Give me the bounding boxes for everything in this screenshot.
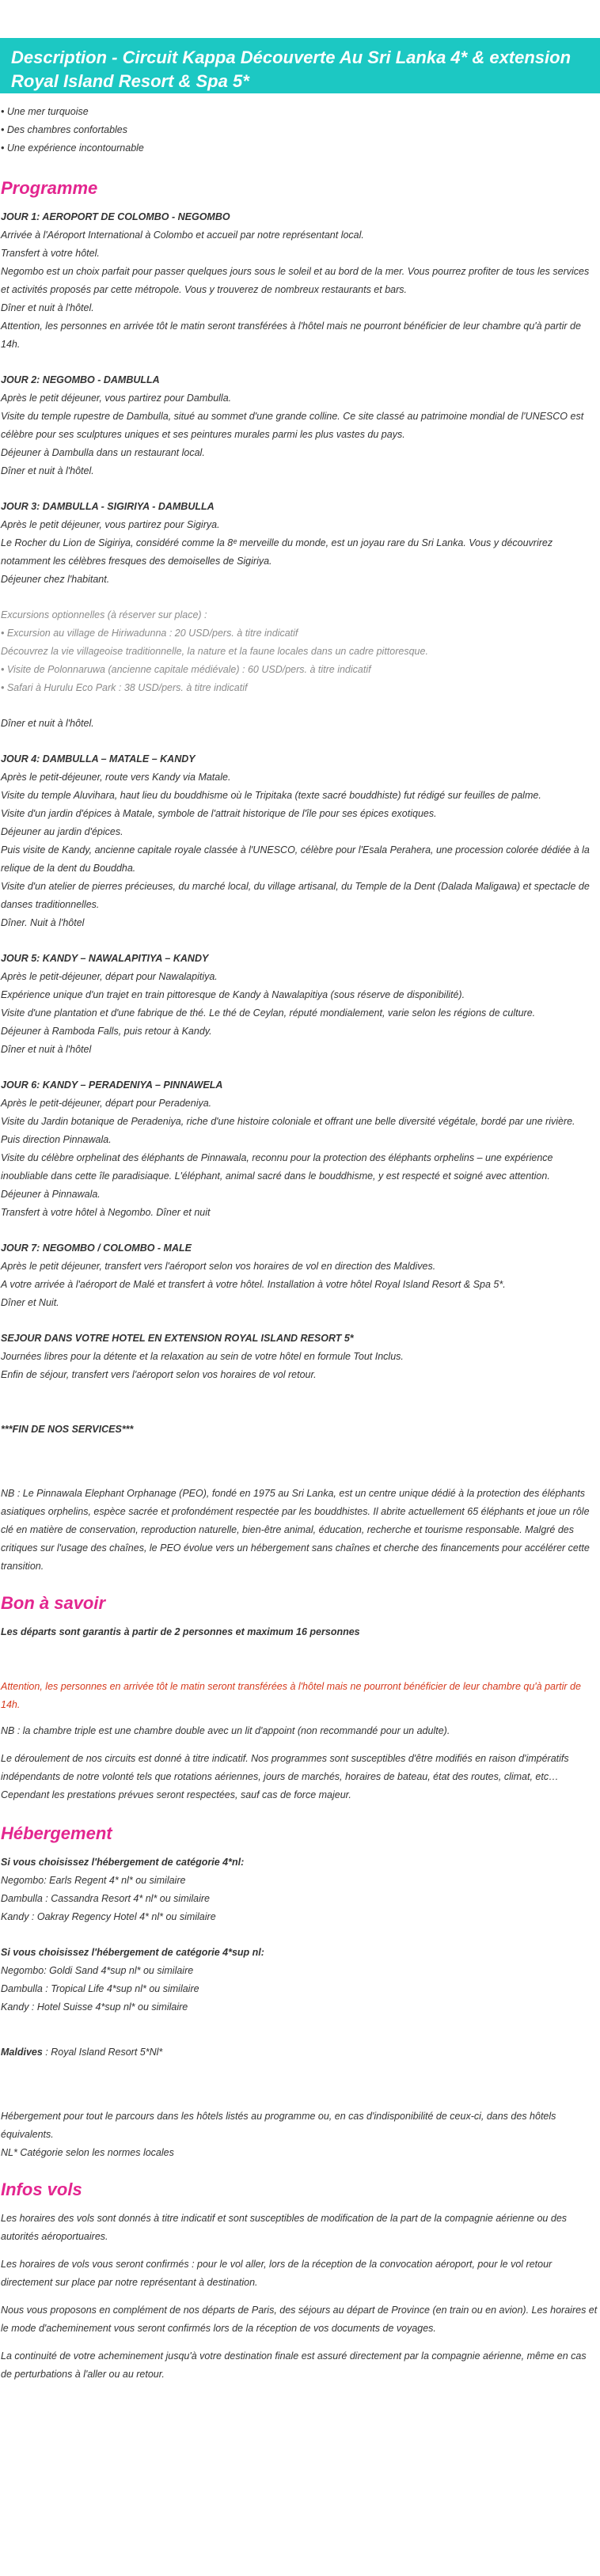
day-line: Après le petit-déjeuner, départ pour Peradeniya.: [1, 1098, 212, 1109]
day-title: JOUR 7: NEGOMBO / COLOMBO - MALE: [1, 1242, 192, 1254]
highlight-item: • Des chambres confortables: [1, 124, 128, 135]
category-note: NL* Catégorie selon les normes locales: [1, 2147, 174, 2158]
day-line: Dîner et Nuit.: [1, 1297, 59, 1308]
day-line: Dîner et nuit à l'hôtel: [1, 1044, 92, 1055]
vols-paragraph: La continuité de votre acheminement jusqu'à votre destination finale est assuré directement par la compagnie aérienne, même en cas de perturbations à l'aller ou au retour.: [1, 2350, 587, 2380]
day-line: Déjeuner à Pinnawala.: [1, 1189, 101, 1200]
triple-room-note: NB : la chambre triple est une chambre double avec un lit d'appoint (non recommandé pour un adulte).: [1, 1725, 450, 1736]
cat4-block: [1, 1853, 598, 1926]
hebergement-heading: Hébergement: [1, 1823, 112, 1843]
day-line: Dîner et nuit à l'hôtel.: [1, 302, 94, 313]
day-line: Transfert à votre hôtel à Negombo. Dîner et nuit: [1, 1207, 211, 1218]
day-line: Negombo est un choix parfait pour passer quelques jours sous le soleil et au bord de la mer. Vous pourrez profiter de tous les services et activités proposés par cette métropole. Vous y trouverez de nombreux restaurants et bars.: [1, 266, 590, 295]
page-banner: Description - Circuit Kappa Découverte Au Sri Lanka 4* & extension Royal Island Resort & Spa 5*: [0, 38, 600, 93]
highlights-list: [1, 103, 598, 157]
hotel-item: Negombo: Goldi Sand 4*sup nl* ou similaire: [1, 1965, 194, 1976]
vols-paragraph: Les horaires des vols sont donnés à titre indicatif et sont susceptibles de modification de la part de la compagnie aérienne ou des autorités aéroportuaires.: [1, 2213, 568, 2242]
day-line: Journées libres pour la détente et la relaxation au sein de votre hôtel en formule Tout Inclus.: [1, 1351, 404, 1362]
day-title: JOUR 5: KANDY – NAWALAPITIYA – KANDY: [1, 953, 209, 964]
end-of-services: ***FIN DE NOS SERVICES***: [1, 1424, 134, 1435]
day-line: Visite du temple Aluvihara, haut lieu du bouddhisme où le Tripitaka (texte sacré bouddhiste) fut rédigé sur feuilles de palme.: [1, 790, 541, 801]
day-line: Dîner. Nuit à l'hôtel: [1, 917, 85, 928]
day-line: Visite d'un jardin d'épices à Matale, symbole de l'attrait historique de l'île pour ses épices exotiques.: [1, 808, 437, 819]
hotel-item: Negombo: Earls Regent 4* nl* ou similaire: [1, 1875, 186, 1886]
optional-title: Excursions optionnelles (à réserver sur place) :: [1, 609, 207, 620]
vols-paragraph: Nous vous proposons en complément de nos départs de Paris, des séjours au départ de Province (en train ou en avion). Les horaires et le mode d'acheminement vous seront confirmés lors de la réception de vos documents de voyages.: [1, 2305, 598, 2334]
day-line: Dîner et nuit à l'hôtel.: [1, 718, 94, 729]
day-line: Transfert à votre hôtel.: [1, 248, 100, 259]
day-title: JOUR 6: KANDY – PERADENIYA – PINNAWELA: [1, 1079, 223, 1091]
day-4: [1, 750, 598, 932]
highlight-item: • Une expérience incontournable: [1, 142, 144, 154]
day-line: Déjeuner au jardin d'épices.: [1, 826, 123, 837]
day-line: Enfin de séjour, transfert vers l'aéroport selon vos horaires de vol retour.: [1, 1369, 317, 1380]
cat4-title: Si vous choisissez l'hébergement de catégorie 4*nl:: [1, 1857, 245, 1868]
hotel-item: Dambulla : Cassandra Resort 4* nl* ou similaire: [1, 1893, 211, 1904]
highlight-item: • Une mer turquoise: [1, 106, 89, 117]
maldives-hotel: [1, 2043, 598, 2062]
day-2: [1, 371, 598, 480]
day-line: Expérience unique d'un trajet en train pittoresque de Kandy à Nawalapitiya (sous réserve de disponibilité).: [1, 989, 465, 1000]
optional-item: Découvrez la vie villageoise traditionnelle, la nature et la faune locales dans un cadre pittoresque.: [1, 646, 428, 657]
day-5: [1, 950, 598, 1059]
day-line: Visite du célèbre orphelinat des éléphants de Pinnawala, reconnu pour la protection des éléphants orphelins – une expérience inoubliable dans cette île paradisiaque. L'éléphant, animal sacré dans le bouddhisme, y est respecté et soigné avec attention.: [1, 1152, 553, 1182]
day-title: JOUR 4: DAMBULLA – MATALE – KANDY: [1, 753, 196, 764]
day-line: Après le petit déjeuner, vous partirez pour Dambulla.: [1, 393, 232, 404]
hotel-item: Kandy : Hotel Suisse 4*sup nl* ou similaire: [1, 2001, 188, 2013]
day-line: Après le petit-déjeuner, route vers Kandy via Matale.: [1, 772, 231, 783]
day-line: Le Rocher du Lion de Sigiriya, considéré comme la 8ᵉ merveille du monde, est un joyau rare du Sri Lanka. Vous y découvrirez notamment les célèbres fresques des demoiselles de Sigiriya.: [1, 537, 553, 567]
day-line: Après le petit déjeuner, transfert vers l'aéroport selon vos horaires de vol en direction des Maldives.: [1, 1261, 436, 1272]
optional-item: • Safari à Hurulu Eco Park : 38 USD/pers. à titre indicatif: [1, 682, 248, 693]
hotel-item: Kandy : Oakray Regency Hotel 4* nl* ou similaire: [1, 1911, 216, 1922]
day-line: Visite d'un atelier de pierres précieuses, du marché local, du village artisanal, du Temple de la Dent (Dalada Maligawa) et spectacle de danses traditionnelles.: [1, 881, 590, 910]
day-line: Attention, les personnes en arrivée tôt le matin seront transférées à l'hôtel mais ne pourront bénéficier de leur chambre qu'à partir de 14h.: [1, 321, 581, 350]
day-title: JOUR 2: NEGOMBO - DAMBULLA: [1, 374, 160, 385]
optional-item: • Visite de Polonnaruwa (ancienne capitale médiévale) : 60 USD/pers. à titre indicatif: [1, 664, 371, 675]
attention-note: Attention, les personnes en arrivée tôt le matin seront transférées à l'hôtel mais ne pourront bénéficier de leur chambre qu'à partir de 14h.: [1, 1681, 581, 1710]
day-3: [1, 498, 598, 733]
day-title: JOUR 1: AEROPORT DE COLOMBO - NEGOMBO: [1, 211, 230, 222]
pinnawala-note: NB : Le Pinnawala Elephant Orphanage (PEO), fondé en 1975 au Sri Lanka, est un centre unique dédié à la protection des éléphants asiatiques orphelins, espèce sacrée et profondément respectée par les bouddhistes. Il abrite actuellement 65 éléphants et joue un rôle clé en matière de conservation, reproduction naturelle, bien-être animal, éducation, recherche et tourisme responsable. Malgré des critiques sur l'usage des chaînes, le PEO évolue vers un hébergement sans chaînes et cherche des financements pour accélérer cette transition.: [1, 1488, 590, 1572]
cat4sup-title: Si vous choisissez l'hébergement de catégorie 4*sup nl:: [1, 1947, 264, 1958]
day-title: JOUR 3: DAMBULLA - SIGIRIYA - DAMBULLA: [1, 501, 215, 512]
day-line: Puis direction Pinnawala.: [1, 1134, 112, 1145]
day-line: Dîner et nuit à l'hôtel.: [1, 465, 94, 476]
bon-a-savoir-heading: Bon à savoir: [1, 1593, 106, 1613]
maldives-value: : Royal Island Resort 5*Nl*: [42, 2047, 163, 2058]
hotel-item: Dambulla : Tropical Life 4*sup nl* ou similaire: [1, 1983, 199, 1994]
cat4sup-block: [1, 1944, 598, 2016]
day-line: Déjeuner chez l'habitant.: [1, 574, 110, 585]
day-line: Arrivée à l'Aéroport International à Colombo et accueil par notre représentant local.: [1, 230, 364, 241]
programme-heading: Programme: [1, 178, 98, 198]
itinerary-disclaimer: Le déroulement de nos circuits est donné à titre indicatif. Nos programmes sont susceptibles d'être modifiés en raison d'impératifs indépendants de notre volonté tels que rotations aériennes, jours de marchés, horaires de bateau, état des routes, climat, etc… Cependant les prestations prévues seront respectées, sauf cas de force majeur.: [1, 1753, 569, 1800]
optional-item: • Excursion au village de Hiriwadunna : 20 USD/pers. à titre indicatif: [1, 628, 298, 639]
day-title: SEJOUR DANS VOTRE HOTEL EN EXTENSION ROYAL ISLAND RESORT 5*: [1, 1333, 354, 1344]
day-line: Déjeuner à Ramboda Falls, puis retour à Kandy.: [1, 1026, 212, 1037]
hebergement-note: Hébergement pour tout le parcours dans les hôtels listés au programme ou, en cas d'indisponibilité de ceux-ci, dans des hôtels équivalents.: [1, 2111, 556, 2140]
extension-stay: [1, 1330, 598, 1384]
day-line: Visite d'une plantation et d'une fabrique de thé. Le thé de Ceylan, réputé mondialement, varie selon les régions de culture.: [1, 1007, 536, 1019]
vols-paragraph: Les horaires de vols vous seront confirmés : pour le vol aller, lors de la réception de la convocation aéroport, pour le vol retour directement sur place par notre représentant à destination.: [1, 2259, 553, 2288]
departs-garantis: Les départs sont garantis à partir de 2 personnes et maximum 16 personnes: [1, 1626, 360, 1637]
optional-excursions: [1, 606, 598, 697]
day-line: Après le petit-déjeuner, départ pour Nawalapitiya.: [1, 971, 218, 982]
infos-vols-heading: Infos vols: [1, 2180, 82, 2199]
maldives-label: Maldives: [1, 2047, 43, 2058]
day-line: Visite du Jardin botanique de Peradeniya, riche d'une histoire coloniale et offrant une belle diversité végétale, bordé par une rivière.: [1, 1116, 575, 1127]
day-1: [1, 208, 598, 354]
content: [0, 103, 598, 2384]
day-6: [1, 1076, 598, 1222]
day-line: Déjeuner à Dambulla dans un restaurant local.: [1, 447, 205, 458]
day-line: A votre arrivée à l'aéroport de Malé et transfert à votre hôtel. Installation à votre hôtel Royal Island Resort & Spa 5*.: [1, 1279, 506, 1290]
day-line: Après le petit déjeuner, vous partirez pour Sigirya.: [1, 519, 220, 530]
day-line: Puis visite de Kandy, ancienne capitale royale classée à l'UNESCO, célèbre pour l'Esala Perahera, une procession colorée dédiée à la relique de la dent du Bouddha.: [1, 844, 590, 874]
day-7: [1, 1239, 598, 1312]
day-line: Visite du temple rupestre de Dambulla, situé au sommet d'une grande colline. Ce site classé au patrimoine mondial de l'UNESCO est célèbre pour ses sculptures uniques et ses peintures murales parmi les plus vastes du pays.: [1, 411, 584, 440]
